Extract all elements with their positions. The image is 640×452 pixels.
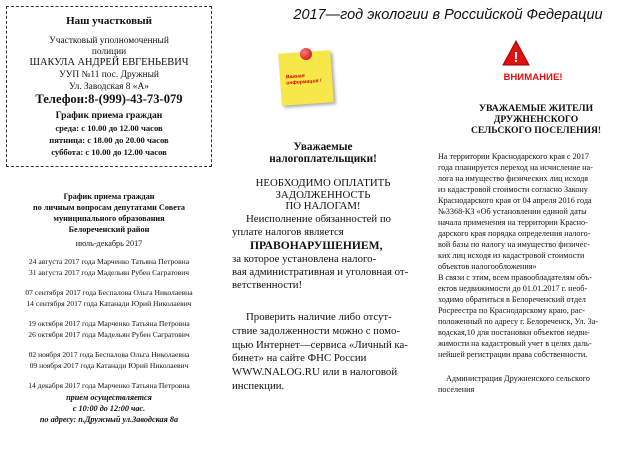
officer-role-line-1: Участковый уполномоченный (49, 36, 169, 46)
residents-heading-line: УВАЖАЕМЫЕ ЖИТЕЛИ (478, 103, 594, 114)
notice-line: Краснодарского края от 04 апреля 2016 года (438, 196, 592, 205)
officer-heading: Наш участковый (66, 15, 152, 27)
taxpayers-body-line: вая административная и уголовная от- (232, 266, 409, 278)
officer-schedule-row: среда: с 10.00 до 12.00 часов (55, 123, 163, 133)
check-debt-line: ствие задолженности можно с помо- (232, 325, 400, 337)
notice-line: положенный по адресу г. Белореченск, Ул. За- (438, 317, 599, 326)
notice-line: водская,10 для постановки объектов недви- (438, 328, 590, 337)
deputy-entry: 31 августа 2017 года Мадельян Рубен Сагратович (28, 268, 190, 277)
deputy-entry: 24 августа 2017 года Марченко Татьяна Петровна (28, 257, 190, 266)
notice-line: ких лиц исходя из кадастровой стоимости (438, 251, 585, 260)
notice-line: В связи с этим, всем правообладателям объ- (438, 273, 592, 282)
officer-schedule-row: суббота: с 10.00 до 12.00 часов (51, 147, 167, 157)
notice-line: жимости на кадастровый учет в целях даль- (438, 339, 592, 348)
notice-line: ектов недвижимости до 01.01.2017 г. необ- (438, 284, 588, 293)
attention-label: ВНИМАНИЕ! (503, 72, 563, 83)
notice-line: Росреестра по Краснодарскому краю, рас- (438, 306, 585, 315)
officer-station: УУП №11 пос. Дружный (59, 70, 159, 80)
officer-name: ШАКУЛА АНДРЕЙ ЕВГЕНЬЕВИЧ (29, 57, 189, 68)
deputy-entry: 19 октября 2017 года Марченко Татьяна Петровна (28, 319, 190, 328)
deputy-entry: 09 ноября 2017 года Катанади Юрий Николаевич (29, 361, 189, 370)
administration-signature-line: поселения (438, 385, 475, 394)
notice-line: На территории Краснодарского края с 2017 (438, 152, 589, 161)
taxpayers-heading-line: налогоплательщики! (269, 153, 377, 165)
must-pay-line: ЗАДОЛЖЕННОСТЬ (275, 189, 371, 201)
officer-phone: Телефон:8-(999)-43-73-079 (35, 92, 183, 106)
offense-word: ПРАВОНАРУШЕНИЕМ, (250, 239, 383, 252)
deputy-entry: 14 декабря 2017 года Марченко Татьяна Петровна (28, 381, 190, 390)
officer-schedule-row: пятница: с 18.00 до 20.00 часов (49, 135, 169, 145)
check-debt-line: инспекции. (232, 380, 285, 392)
check-debt-line: бинет» на сайте ФНС России (232, 352, 367, 364)
taxpayers-body-line: уплате налогов является (232, 226, 344, 238)
deputy-entry: 02 ноября 2017 года Беспалова Ольга Николаевна (28, 350, 190, 359)
deputy-entry: 07 сентября 2017 года Беспалова Ольга Николаевна (25, 288, 193, 297)
deputy-entry: 26 октября 2017 года Мадельян Рубен Сагратович (28, 330, 190, 339)
check-debt-line: Проверить наличие либо отсут- (246, 311, 392, 323)
deputies-footer-line: с 10:00 до 12:00 час. (72, 404, 146, 413)
notice-line: из кадастровой стоимости согласно Закону (438, 185, 588, 194)
residents-heading-line: СЕЛЬСКОГО ПОСЕЛЕНИЯ! (470, 125, 602, 136)
notice-line: начала применения на территории Красно- (438, 218, 588, 227)
deputy-entry: 14 сентября 2017 года Катанади Юрий Николаевич (26, 299, 192, 308)
notice-line: вой базы по налогу на имущество физичес- (438, 240, 590, 249)
deputies-title-line: График приема граждан (63, 192, 155, 201)
officer-role-line-2: полиции (91, 47, 127, 57)
deputies-footer-line: прием осуществляется (66, 393, 152, 402)
pushpin-icon (300, 48, 312, 60)
deputies-title-line: по личным вопросам депутатами Совета (32, 203, 186, 212)
residents-heading-line: ДРУЖНЕНСКОГО (493, 114, 579, 125)
notice-line: нейшей регистрации права собственности. (438, 350, 588, 359)
taxpayers-heading-line: Уважаемые (293, 141, 353, 153)
check-debt-line: щью Интернет—сервиса «Личный ка- (232, 339, 408, 351)
must-pay-line: ПО НАЛОГАМ! (285, 200, 361, 212)
nalog-website-line: WWW.NALOG.RU или в налоговой (232, 366, 398, 378)
taxpayers-body-line: Неисполнение обязанностей по (246, 213, 392, 225)
notice-line: лога на имущество физических лиц исходя (438, 174, 589, 183)
notice-line: объектов налогообложения» (438, 262, 537, 271)
officer-address: Ул. Заводская 8 «А» (69, 82, 149, 92)
notice-line: №3368-КЗ «Об установлении единой даты (438, 207, 587, 216)
officer-schedule-title: График приема граждан (55, 110, 163, 121)
document-title: 2017—год экологии в Российской Федерации (293, 7, 603, 23)
deputies-period: июль-декабрь 2017 (75, 239, 143, 248)
sticky-note-text: Важная информация ! (285, 73, 322, 87)
notice-line: года планируется переход на исчисление на- (438, 163, 593, 172)
notice-line: ходимо обратиться в Белореченский отдел (438, 295, 586, 304)
deputies-title-line: муниципального образования (53, 214, 165, 223)
warning-triangle-icon (502, 40, 530, 66)
administration-signature-line: Администрация Дружненского сельского (446, 374, 590, 383)
deputies-footer-line: по адресу: п.Дружный ул.Заводская 8а (39, 415, 179, 424)
notice-line: дарского края порядка определения налого- (438, 229, 591, 238)
taxpayers-body-line: за которое установлена налого- (232, 253, 377, 265)
warning-mark: ! (513, 49, 519, 66)
taxpayers-body-line: ветственности! (232, 279, 303, 291)
must-pay-line: НЕОБХОДИМО ОПЛАТИТЬ (255, 177, 391, 189)
officer-info-box (6, 6, 212, 167)
deputies-title-line: Белореченский район (68, 225, 150, 234)
